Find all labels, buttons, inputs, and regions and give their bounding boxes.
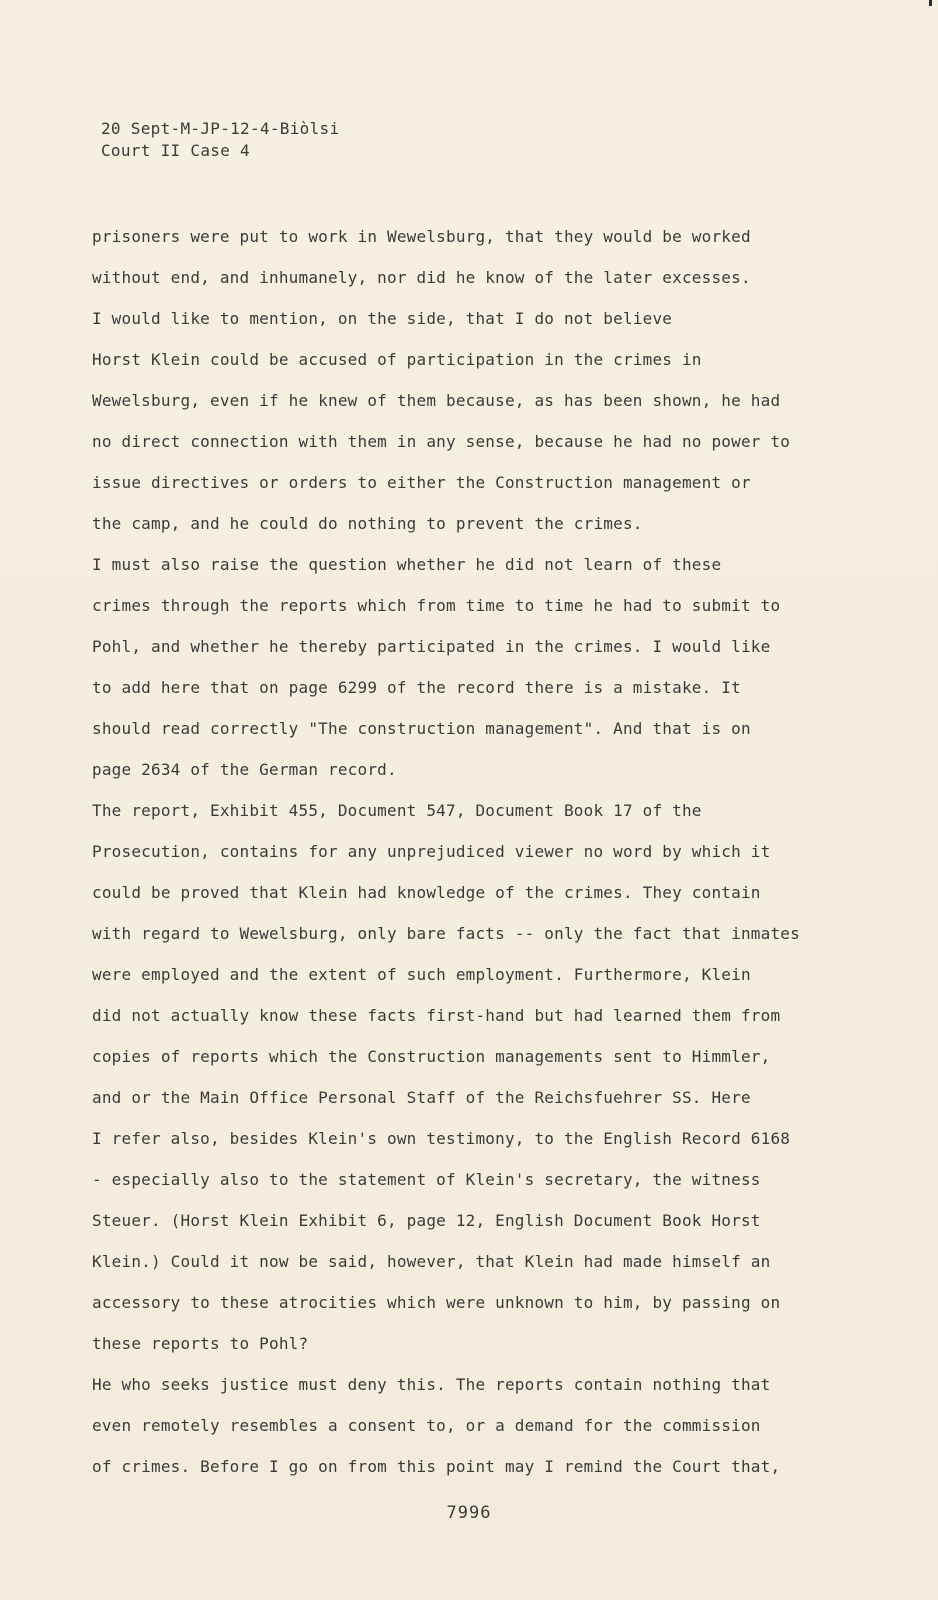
text-line: I would like to mention, on the side, that I do not believe (92, 309, 673, 328)
edge-mark (929, 0, 932, 6)
document-header (101, 118, 339, 162)
text-line: no direct connection with them in any sense, because he had no power to (92, 432, 791, 451)
text-line: the camp, and he could do nothing to prevent the crimes. (92, 514, 643, 533)
text-line: prisoners were put to work in Wewelsburg, that they would be worked (92, 227, 751, 246)
text-line: with regard to Wewelsburg, only bare facts -- only the fact that inmates (92, 924, 800, 943)
text-line: copies of reports which the Construction managements sent to Himmler, (92, 1047, 771, 1066)
text-line: The report, Exhibit 455, Document 547, Document Book 17 of the (92, 801, 702, 820)
text-line: I refer also, besides Klein's own testimony, to the English Record 6168 (92, 1129, 791, 1148)
text-line: crimes through the reports which from time to time he had to submit to (92, 596, 781, 615)
text-line: Horst Klein could be accused of participation in the crimes in (92, 350, 702, 369)
text-line: did not actually know these facts first-hand but had learned them from (92, 1006, 781, 1025)
text-line: - especially also to the statement of Klein's secretary, the witness (92, 1170, 761, 1189)
text-line: even remotely resembles a consent to, or a demand for the commission (92, 1416, 761, 1435)
text-line: Pohl, and whether he thereby participated in the crimes. I would like (92, 637, 771, 656)
document-body (92, 216, 902, 1487)
text-line: of crimes. Before I go on from this point may I remind the Court that, (92, 1457, 781, 1476)
text-line: page 2634 of the German record. (92, 760, 397, 779)
text-line: to add here that on page 6299 of the record there is a mistake. It (92, 678, 741, 697)
text-line: were employed and the extent of such employment. Furthermore, Klein (92, 965, 751, 984)
text-line: accessory to these atrocities which were unknown to him, by passing on (92, 1293, 781, 1312)
text-line: without end, and inhumanely, nor did he know of the later excesses. (92, 268, 751, 287)
text-line: these reports to Pohl? (92, 1334, 309, 1353)
text-line: Klein.) Could it now be said, however, that Klein had made himself an (92, 1252, 771, 1271)
text-line: Wewelsburg, even if he knew of them because, as has been shown, he had (92, 391, 781, 410)
text-line: could be proved that Klein had knowledge of the crimes. They contain (92, 883, 761, 902)
text-line: Prosecution, contains for any unprejudiced viewer no word by which it (92, 842, 771, 861)
text-line: I must also raise the question whether he did not learn of these (92, 555, 722, 574)
text-line: He who seeks justice must deny this. The reports contain nothing that (92, 1375, 771, 1394)
text-line: should read correctly "The construction management". And that is on (92, 719, 751, 738)
page-number: 7996 (446, 1503, 492, 1523)
text-line: issue directives or orders to either the Construction management or (92, 473, 751, 492)
header-reference: 20 Sept-M-JP-12-4-Biòlsi (101, 119, 340, 138)
body-text (92, 216, 902, 1487)
text-line: and or the Main Office Personal Staff of the Reichsfuehrer SS. Here (92, 1088, 751, 1107)
header-court-case: Court II Case 4 (101, 141, 250, 160)
text-line: Steuer. (Horst Klein Exhibit 6, page 12, English Document Book Horst (92, 1211, 761, 1230)
